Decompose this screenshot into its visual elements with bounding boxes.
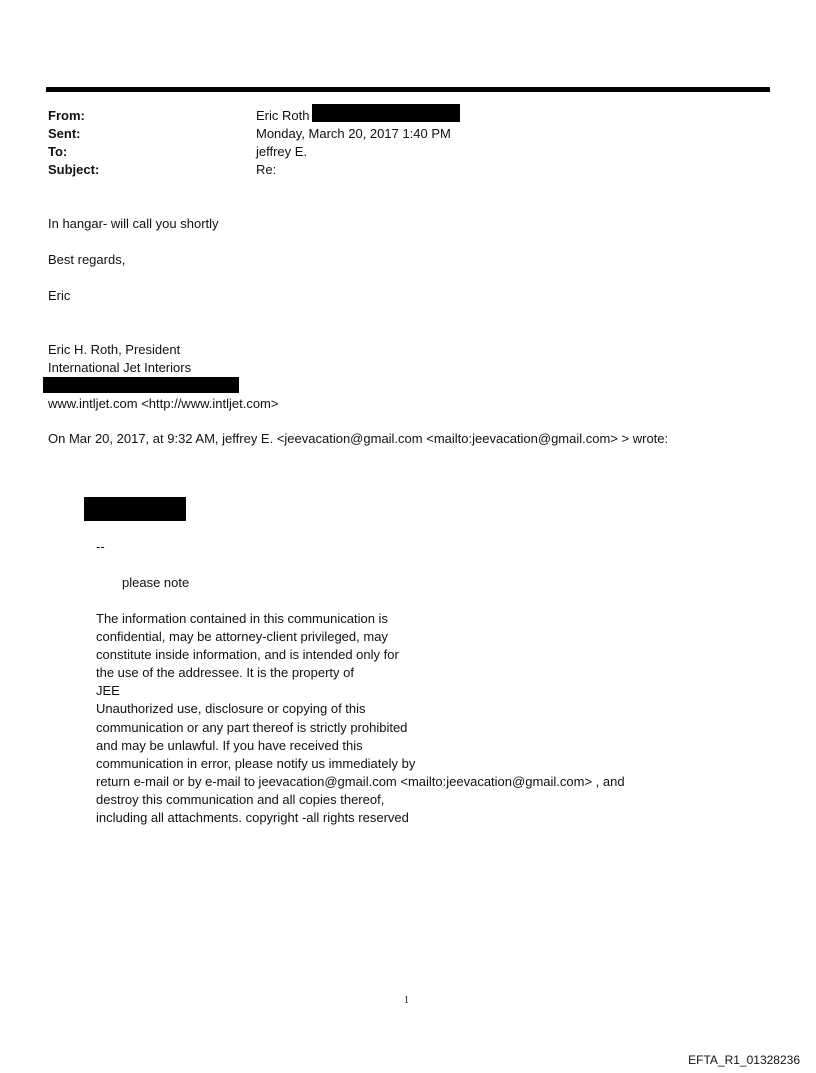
disclaimer-line: including all attachments. copyright -all rights reserved	[96, 810, 409, 826]
document-id: EFTA_R1_01328236	[688, 1053, 800, 1067]
quote-intro: On Mar 20, 2017, at 9:32 AM, jeffrey E. <jeevacation@gmail.com <mailto:jeevacation@gmail.com> > wrote:	[48, 431, 669, 446]
signature-name: Eric H. Roth, President	[48, 342, 181, 357]
subject-value: Re:	[256, 162, 277, 177]
please-note: please note	[122, 575, 190, 590]
from-value: Eric Roth	[256, 108, 310, 123]
redaction-box-quoted	[84, 497, 186, 521]
redaction-box-from	[312, 104, 460, 122]
from-label: From:	[48, 108, 85, 123]
disclaimer-line: constitute inside information, and is intended only for	[96, 647, 399, 663]
disclaimer-line: the use of the addressee. It is the property of	[96, 665, 354, 681]
disclaimer-block	[96, 610, 625, 827]
disclaimer-line: communication or any part thereof is strictly prohibited	[96, 719, 408, 735]
disclaimer-line: The information contained in this communication is	[96, 611, 388, 626]
body-line: In hangar- will call you shortly	[48, 216, 219, 231]
disclaimer-line: and may be unlawful. If you have received this	[96, 737, 363, 753]
redaction-box-signature	[43, 377, 239, 393]
signature-company: International Jet Interiors	[48, 360, 192, 375]
to-label: To:	[48, 144, 68, 159]
signature-website: www.intljet.com <http://www.intljet.com>	[48, 396, 279, 411]
closing-regards: Best regards,	[48, 252, 126, 267]
page-number: 1	[404, 995, 409, 1006]
sent-value: Monday, March 20, 2017 1:40 PM	[256, 126, 451, 141]
disclaimer-line: communication in error, please notify us immediately by	[96, 755, 416, 771]
subject-label: Subject:	[48, 162, 100, 177]
disclaimer-line: destroy this communication and all copies thereof,	[96, 791, 385, 807]
disclaimer-line: Unauthorized use, disclosure or copying of this	[96, 701, 366, 717]
to-value: jeffrey E.	[256, 144, 308, 159]
quote-separator: --	[96, 539, 105, 554]
sender-name: Eric	[48, 288, 71, 303]
header-rule	[46, 87, 770, 92]
sent-label: Sent:	[48, 126, 81, 141]
disclaimer-line: return e-mail or by e-mail to jeevacation@gmail.com <mailto:jeevacation@gmail.com> , and	[96, 773, 625, 789]
disclaimer-line: JEE	[96, 683, 120, 699]
disclaimer-line: confidential, may be attorney-client privileged, may	[96, 629, 388, 645]
